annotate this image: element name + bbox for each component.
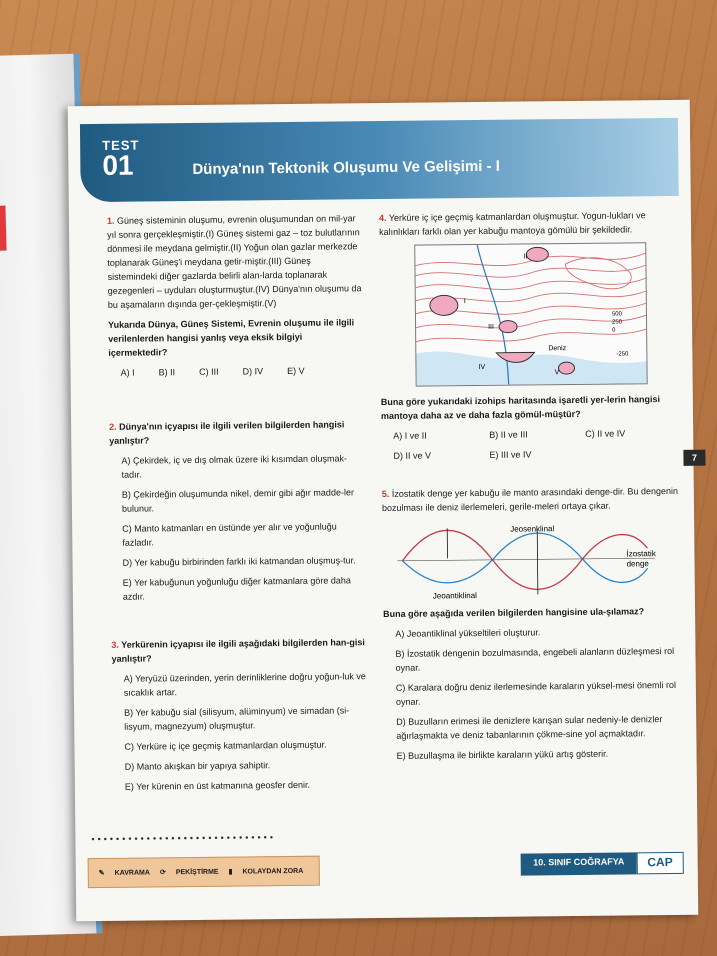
test-label: TEST <box>102 137 140 153</box>
question-number: 1. <box>106 215 115 226</box>
pencil-icon: ✎ <box>98 869 105 877</box>
question-2 <box>109 417 366 604</box>
difficulty-legend <box>88 856 320 888</box>
option-a[interactable]: A) Yeryüzü üzerinden, yerin derinliklerine doğru yoğun-luk ve sıcaklık artar. <box>123 671 366 698</box>
option-e[interactable]: E) Yer kabuğunun yoğunluğu diğer katmanlara göre daha azdır. <box>122 575 351 602</box>
left-column <box>107 211 368 800</box>
question-prompt: Yukarıda Dünya, Güneş Sistemi, Evrenin oluşumu ile ilgili verilenlerden hangisi yanlış veya eksik bilgiyi içermektedir? <box>107 317 355 358</box>
bars-icon: ▮ <box>228 868 233 876</box>
answer-options <box>120 363 363 380</box>
label-jeosenklinal: Jeosenklinal <box>510 524 555 534</box>
page-title: Dünya'nın Tektonik Oluşumu Ve Gelişimi - I <box>192 157 501 178</box>
question-number: 3. <box>111 639 119 650</box>
question-stem: İzostatik denge yer kabuğu ile manto arasındaki denge-dir. Bu dengenin bozulması ile deniz ilerlemeleri, gerile-meleri ortaya çıkar. <box>381 485 679 514</box>
option-b[interactable]: B) Çekirdeğin oluşumunda nikel, demir gibi ağır madde-ler bulunur. <box>121 487 354 514</box>
option-d[interactable]: D) Manto akışkan bir yapıya sahiptir. <box>124 760 271 772</box>
question-3 <box>111 635 368 794</box>
contour-500: 500 <box>611 311 623 318</box>
arrow-down <box>537 529 538 594</box>
option-a[interactable]: A) I <box>120 367 135 378</box>
label-IV: IV <box>478 363 486 371</box>
option-c[interactable]: C) Karalara doğru deniz ilerlemesinde karaların yüksel-mesi önemli rol oynar. <box>395 679 677 707</box>
header-banner <box>80 118 679 202</box>
area-II-ellipse <box>526 247 548 261</box>
label-izostatik: İzostatik <box>626 549 656 559</box>
option-a[interactable]: A) Jeoantiklinal yükseltileri oluşturur. <box>395 627 541 639</box>
question-number: 4. <box>378 212 387 224</box>
option-e[interactable]: E) Buzullaşma ile birlikte karaların yükü artış gösterir. <box>396 748 609 761</box>
question-stem: Güneş sisteminin oluşumu, evrenin oluşumundan on mil-yar yıl sonra gerçekleşmiştir.(I) Güneş sistemi gaz – toz bulutlarının dönmesi ile meydana gelmiştir.(II) Yoğun olan gazlar merkezde toplanarak Güneş'i meydana getir-miştir.(III) Güneş sistemindeki diğer gazlarda belirli alan-larda toplanarak gezegenleri – uyduları oluşturmuştur.(IV) Dünya'nın oluşumu da bu aşamaların dışında ger-çekleşmiştir.(V) <box>107 213 362 310</box>
question-4 <box>379 208 682 463</box>
page-tab-marker <box>0 206 7 251</box>
option-e[interactable]: E) V <box>287 365 305 376</box>
option-d[interactable]: D) II ve V <box>393 450 431 461</box>
area-V-ellipse <box>558 362 574 374</box>
isostasy-diagram <box>392 518 673 601</box>
answer-options <box>393 426 681 463</box>
option-c[interactable]: C) Yerküre iç içe geçmiş katmanlardan oluşmuştur. <box>124 739 327 752</box>
option-a[interactable]: A) Çekirdek, iç ve dış olmak üzere iki kısımdan oluşmak-tadır. <box>121 453 348 480</box>
option-c[interactable]: C) Manto katmanları en üstünde yer alır ve yoğunluğu fazladır. <box>122 521 337 548</box>
option-e[interactable]: E) III ve IV <box>489 449 532 460</box>
brand-logo: CAP <box>636 852 684 874</box>
option-e[interactable]: E) Yer kürenin en üst katmanına geosfer denir. <box>124 779 311 792</box>
question-number: 2. <box>109 421 117 432</box>
question-1 <box>107 211 364 380</box>
question-stem: Dünya'nın içyapısı ile ilgili verilen bilgilerden hangisi yanlıştır? <box>109 419 345 446</box>
label-deniz: Deniz <box>548 345 567 353</box>
isohypse-map <box>414 242 647 386</box>
area-I-ellipse <box>430 295 458 315</box>
question-5 <box>382 484 685 763</box>
option-d[interactable]: D) IV <box>242 366 264 377</box>
question-prompt: Buna göre yukarıdaki izohips haritasında işaretli yer-lerin hangisi mantoya daha az ve daha fazla gömül-müştür? <box>380 394 660 422</box>
test-number: 01 <box>102 149 134 181</box>
label-denge: denge <box>626 559 649 569</box>
option-c[interactable]: C) II ve IV <box>585 428 626 439</box>
contour-minus250: -250 <box>616 351 629 358</box>
legend-kavrama: KAVRAMA <box>114 868 150 877</box>
option-b[interactable]: B) Yer kabuğu sial (silisyum, alüminyum) ve simadan (si-lisyum, magnezyum) oluşmuştur. <box>124 705 350 732</box>
question-stem: Yerkürenin içyapısı ile ilgili aşağıdaki bilgilerden han-gisi yanlıştır? <box>111 637 365 664</box>
test-badge <box>102 138 140 179</box>
question-prompt: Buna göre aşağıda verilen bilgilerden hangisine ula-şılamaz? <box>383 606 645 620</box>
contour-0: 0 <box>612 327 616 334</box>
option-d[interactable]: D) Buzulların erimesi ile denizlere karışan sular nedeniy-le denizler ağırlaşmakta ve deniz tabanlarının çökme-sine yol açmaktadır. <box>396 714 663 741</box>
label-I: I <box>463 298 466 306</box>
legend-pekistirme: PEKİŞTİRME <box>175 868 219 876</box>
question-number: 5. <box>381 488 390 500</box>
baseline <box>398 558 655 561</box>
option-d[interactable]: D) Yer kabuğu birbirinden farklı iki katmandan oluşmuş-tur. <box>122 555 356 568</box>
page-number: 7 <box>683 450 705 466</box>
option-b[interactable]: B) İzostatik dengenin bozulmasında, engebeli alanların düzleşmesi rol oynar. <box>395 645 675 673</box>
question-stem: Yerküre iç içe geçmiş katmanlardan oluşmuştur. Yogun-lukları ve kalınlıkları farklı olan yer kabuğu mantoya gömülü bir şekildedir. <box>379 210 646 238</box>
option-b[interactable]: B) II ve III <box>489 429 528 440</box>
right-column <box>379 208 685 769</box>
option-a[interactable]: A) I ve II <box>393 430 427 441</box>
dotted-rule: •••••••••••••••••••••••••••••• <box>91 832 276 845</box>
area-III-ellipse <box>499 321 517 333</box>
contour-250: 250 <box>612 319 623 326</box>
grade-text: 10. SINIF COĞRAFYA <box>521 852 636 875</box>
cycle-icon: ⟳ <box>159 869 166 877</box>
worksheet-page <box>68 100 699 921</box>
legend-kolaydanzora: KOLAYDAN ZORA <box>242 867 304 875</box>
label-V: V <box>554 369 560 377</box>
label-III: III <box>488 323 494 331</box>
option-b[interactable]: B) II <box>158 367 176 378</box>
option-c[interactable]: C) III <box>199 366 219 377</box>
label-jeoantiklinal: Jeoantiklinal <box>432 591 477 601</box>
grade-label <box>521 852 684 876</box>
label-II: II <box>523 253 528 261</box>
